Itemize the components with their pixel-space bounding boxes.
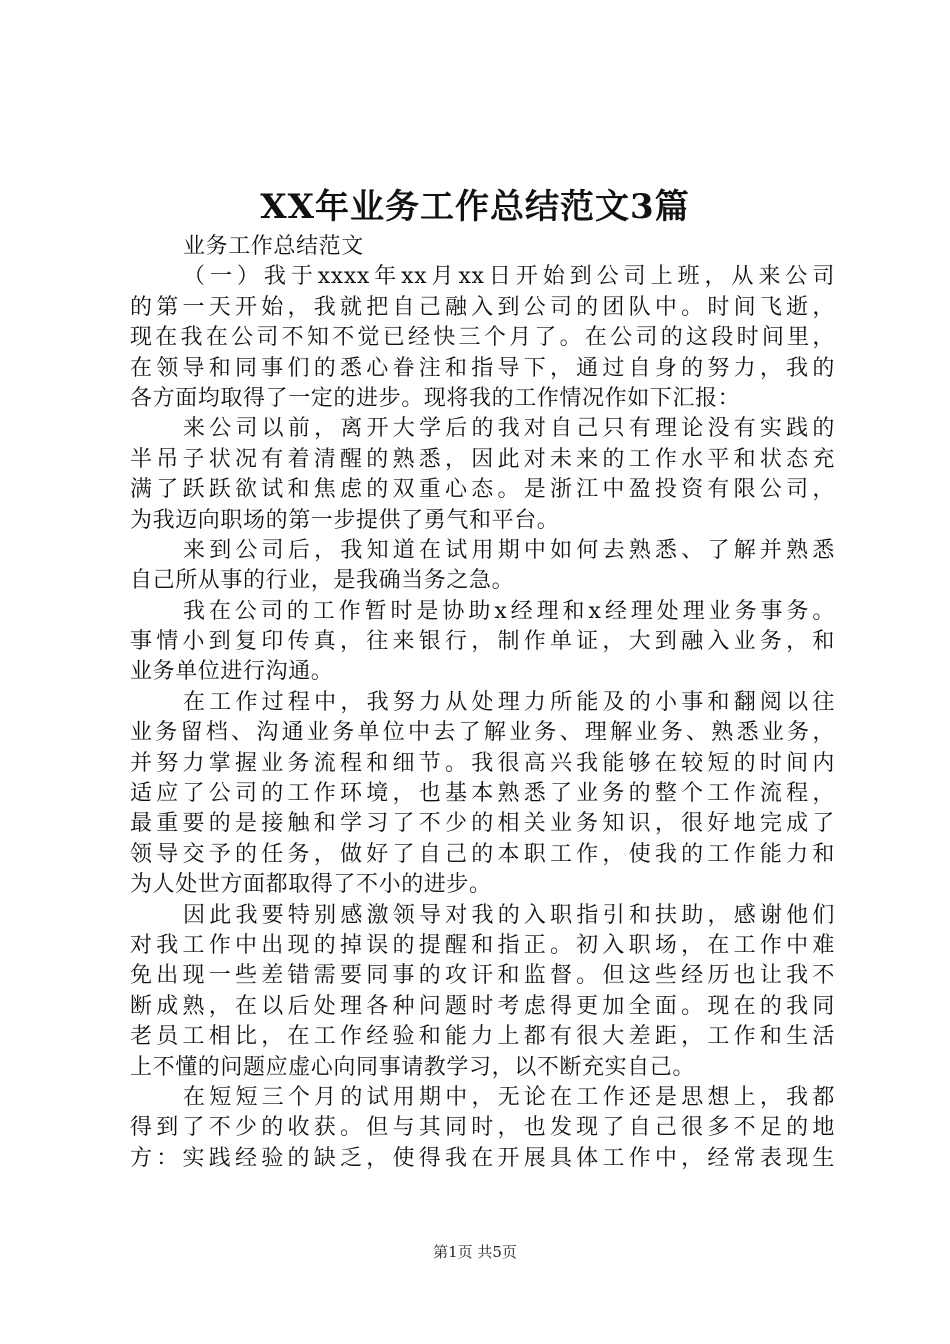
text-line: 为我迈向职场的第一步提供了勇气和平台。 — [130, 507, 560, 533]
text-line: 因此我要特别感激领导对我的入职指引和扶助，感谢他们 — [183, 902, 835, 928]
text-line: 老员工相比，在工作经验和能力上都有很大差距，工作和生活 — [130, 1024, 835, 1050]
text-line: 上不懂的问题应虚心向同事请教学习，以不断充实自己。 — [130, 1054, 696, 1080]
document-body — [130, 232, 835, 1174]
text-line: 业务工作总结范文 — [183, 234, 364, 259]
page-number: 第1页 共5页 — [433, 1243, 517, 1261]
text-line: 满了跃跃欲试和焦虑的双重心态。是浙江中盈投资有限公司， — [130, 477, 835, 503]
text-line: 来到公司后，我知道在试用期中如何去熟悉、了解并熟悉 — [183, 537, 835, 563]
text-line: 免出现一些差错需要同事的攻讦和监督。但这些经历也让我不 — [130, 963, 835, 989]
text-line: 业务留档、沟通业务单位中去了解业务、理解业务、熟悉业务， — [130, 720, 835, 746]
text-line: 为人处世方面都取得了不小的进步。 — [130, 872, 492, 898]
text-line: 在短短三个月的试用期中，无论在工作还是思想上，我都 — [183, 1084, 835, 1110]
document-title: XX年业务工作总结范文3篇 — [260, 187, 690, 227]
text-line: 适应了公司的工作环境，也基本熟悉了业务的整个工作流程， — [130, 781, 835, 807]
text-line: 在工作过程中，我努力从处理力所能及的小事和翻阅以往 — [183, 689, 835, 715]
text-line: 断成熟，在以后处理各种问题时考虑得更加全面。现在的我同 — [130, 993, 835, 1019]
text-line: 现在我在公司不知不觉已经快三个月了。在公司的这段时间里， — [130, 325, 835, 351]
text-line: 最重要的是接触和学习了不少的相关业务知识，很好地完成了 — [130, 811, 835, 837]
text-line: 对我工作中出现的掉误的提醒和指正。初入职场，在工作中难 — [130, 932, 835, 958]
text-line: 方：实践经验的缺乏，使得我在开展具体工作中，经常表现生 — [130, 1145, 835, 1171]
text-line: 我在公司的工作暂时是协助x经理和x经理处理业务事务。 — [183, 598, 835, 624]
text-line: 来公司以前，离开大学后的我对自己只有理论没有实践的 — [183, 416, 835, 442]
text-line: 事情小到复印传真，往来银行，制作单证，大到融入业务，和 — [130, 629, 835, 655]
text-line: 的第一天开始，我就把自己融入到公司的团队中。时间飞逝， — [130, 294, 835, 320]
text-line: 在领导和同事们的悉心眷注和指导下，通过自身的努力，我的 — [130, 355, 835, 381]
text-line: （一）我于xxxx年xx月xx日开始到公司上班，从来公司 — [183, 264, 835, 290]
text-line: 半吊子状况有着清醒的熟悉，因此对未来的工作水平和状态充 — [130, 446, 835, 472]
text-line: 业务单位进行沟通。 — [130, 659, 334, 685]
text-line: 自己所从事的行业，是我确当务之急。 — [130, 568, 515, 594]
text-line: 各方面均取得了一定的进步。现将我的工作情况作如下汇报： — [130, 385, 741, 411]
text-line: 并努力掌握业务流程和细节。我很高兴我能够在较短的时间内 — [130, 750, 835, 776]
text-line: 得到了不少的收获。但与其同时，也发现了自己很多不足的地 — [130, 1115, 835, 1141]
text-line: 领导交予的任务，做好了自己的本职工作，使我的工作能力和 — [130, 841, 835, 867]
